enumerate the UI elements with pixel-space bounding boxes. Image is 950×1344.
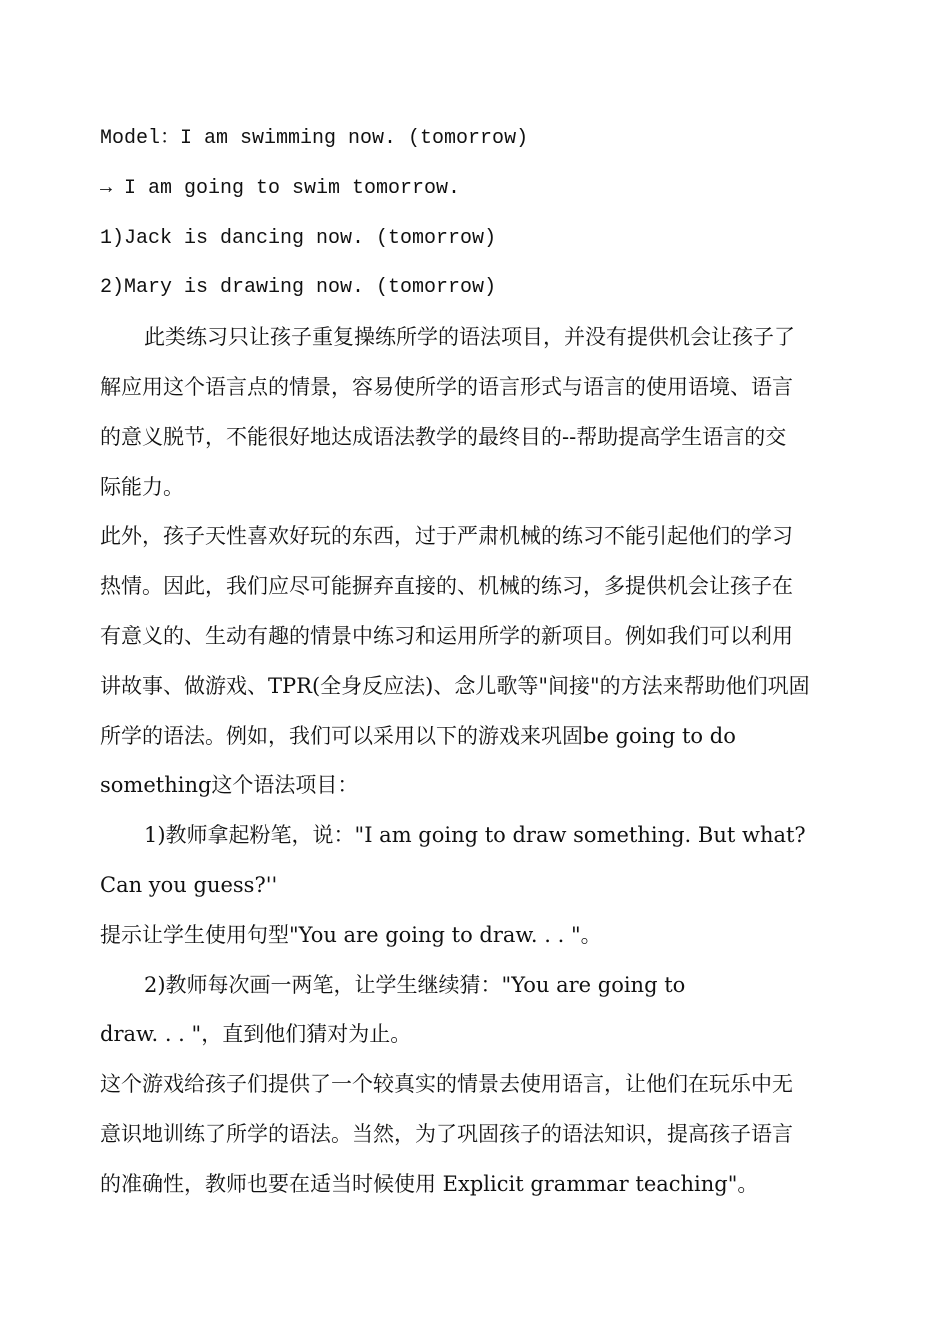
paragraph-line: 此外，孩子天性喜欢好玩的东西，过于严肃机械的练习不能引起他们的学习 — [100, 524, 793, 549]
paragraph-line: 热情。因此，我们应尽可能摒弃直接的、机械的练习，多提供机会让孩子在 — [100, 574, 793, 599]
paragraph-line: 的准确性，教师也要在适当时候使用 Explicit grammar teaching"。 — [100, 1171, 759, 1196]
game-step-2-cont: draw. . . "，直到他们猜对为止。 — [100, 1022, 412, 1047]
paragraph-line: 际能力。 — [100, 474, 184, 499]
paragraph-line: 有意义的、生动有趣的情景中练习和运用所学的新项目。例如我们可以利用 — [100, 623, 793, 648]
model-answer: → I am going to swim tomorrow. — [100, 176, 461, 200]
paragraph-line: 意识地训练了所学的语法。当然，为了巩固孩子的语法知识，提高孩子语言 — [100, 1121, 793, 1146]
paragraph-line: 这个游戏给孩子们提供了一个较真实的情景去使用语言，让他们在玩乐中无 — [100, 1072, 793, 1097]
game-prompt: 提示让学生使用句型"You are going to draw. . . "。 — [100, 922, 602, 947]
paragraph-line: 所学的语法。例如，我们可以采用以下的游戏来巩固be going to do — [100, 723, 736, 748]
paragraph-line: 讲故事、做游戏、TPR(全身反应法)、念儿歌等"间接"的方法来帮助他们巩固 — [100, 673, 810, 698]
paragraph-line: something这个语法项目： — [100, 773, 359, 798]
exercise-item-1: 1)Jack is dancing now. (tomorrow) — [100, 226, 497, 250]
paragraph-line: 的意义脱节，不能很好地达成语法教学的最终目的--帮助提高学生语言的交 — [100, 424, 787, 449]
game-step-1-cont: Can you guess?'' — [100, 872, 278, 897]
paragraph-line: 解应用这个语言点的情景，容易使所学的语言形式与语言的使用语境、语言 — [100, 374, 793, 399]
exercise-item-2: 2)Mary is drawing now. (tomorrow) — [100, 276, 497, 300]
paragraph-line: 此类练习只让孩子重复操练所学的语法项目，并没有提供机会让孩子了 — [144, 325, 795, 350]
document-body — [100, 114, 860, 1210]
model-sentence: Model：I am swimming now. (tomorrow) — [100, 127, 529, 150]
game-step-1: 1)教师拿起粉笔，说："I am going to draw something. But what? — [144, 823, 806, 848]
game-step-2: 2)教师每次画一两笔，让学生继续猜："You are going to — [144, 972, 686, 997]
